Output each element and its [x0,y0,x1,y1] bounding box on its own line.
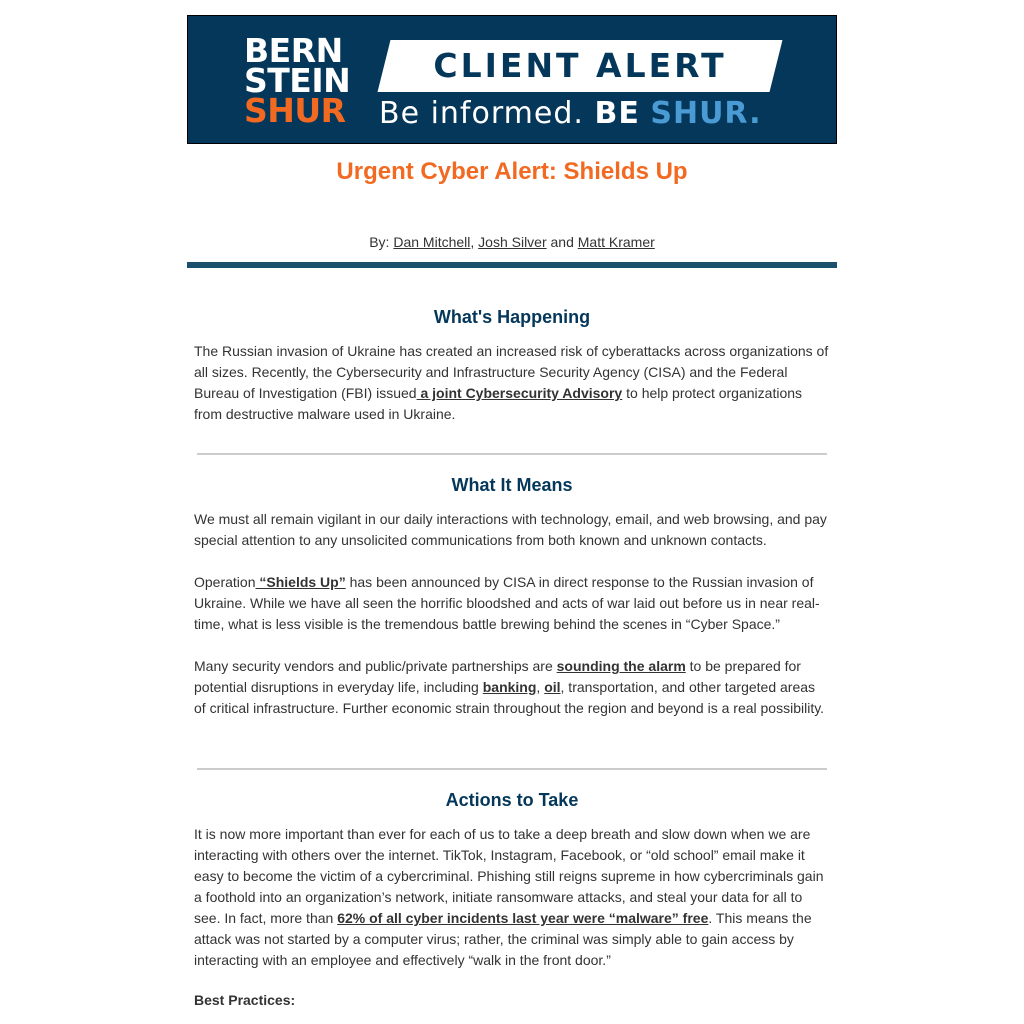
section-paragraph [194,572,830,635]
byline-separator: , [470,234,479,250]
malware-free-statistic-link[interactable]: 62% of all cyber incidents last year were “malware” free [337,910,709,926]
paragraph-text: The Russian invasion of Ukraine has created an increased risk of cyberattacks across organizations of all sizes. Recently, the Cybersecurity and Infrastructure Security Agency (CISA) and the Federal Bureau of Investigation (FBI) issued [194,343,829,401]
oil-link[interactable]: oil [544,679,561,695]
paragraph-text: to be prepared for potential disruptions in everyday life, including [194,658,801,695]
bernstein-shur-logo [244,31,351,130]
tagline-shur: SHUR. [650,96,762,131]
section-divider [197,453,827,455]
author-link-matt-kramer[interactable]: Matt Kramer [577,234,655,250]
client-alert-label: CLIENT ALERT [433,46,727,85]
paragraph-text: has been announced by CISA in direct response to the Russian invasion of Ukraine. While we have all seen the horrific bloodshed and acts of war laid out before us in near real-time, what is less visible is the tremendous battle brewing behind the scenes in “Cyber Space.” [194,574,820,632]
logo-line-shur: SHUR [244,91,346,130]
section-divider [197,768,827,770]
section-paragraph [194,341,830,425]
section-heading: Actions to Take [445,790,579,810]
banking-link[interactable]: banking [482,679,537,695]
section-heading: What It Means [451,475,573,495]
paragraph-text: It is now more important than ever for each of us to take a deep breath and slow down when we are interacting with others over the internet. TikTok, Instagram, Facebook, or “old school” email make it easy to become the victim of a cybercriminal. Phishing still reigns supreme in how cybercriminals gain a foothold into an organization’s network, initiate ransomware attacks, and steal your data for all to see. In fact, more than [194,826,824,926]
byline-separator: and [546,234,578,250]
tagline [379,96,762,131]
paragraph-text: , transportation, and other targeted areas of critical infrastructure. Further economic strain throughout the region and beyond is a real possibility. [194,679,825,716]
author-link-josh-silver[interactable]: Josh Silver [478,234,547,250]
best-practices-heading: Best Practices: [194,992,296,1008]
byline [187,234,837,250]
paragraph-text: Operation [194,574,256,590]
section-actions-to-take [194,790,830,1008]
paragraph-text: . This means the attack was not started by a computer virus; rather, the criminal was simply able to gain access by interacting with an employee and effectively “walk in the front door.” [194,910,812,968]
client-alert-banner [187,15,837,144]
author-link-dan-mitchell[interactable]: Dan Mitchell [393,234,471,250]
paragraph-text: to help protect organizations from destructive malware used in Ukraine. [194,385,803,422]
paragraph-text: Many security vendors and public/private partnerships are [194,658,557,674]
logo-line-bern: BERN [244,31,343,70]
tagline-be: BE [594,96,640,131]
section-paragraph: We must all remain vigilant in our daily interactions with technology, email, and web browsing, and pay special attention to any unsolicited communications from both known and unknown contacts. [194,511,827,548]
joint-advisory-link[interactable]: a joint Cybersecurity Advisory [416,385,623,401]
section-heading: What's Happening [433,307,591,327]
section-paragraph [194,656,830,719]
shields-up-link[interactable]: “Shields Up” [255,574,346,590]
alert-title: Urgent Cyber Alert: Shields Up [336,158,688,185]
email-container [187,15,837,1008]
section-paragraph [194,824,830,971]
sounding-the-alarm-link[interactable]: sounding the alarm [556,658,686,674]
byline-prefix: By: [369,234,394,250]
tagline-prefix: Be informed. [379,96,584,131]
logo-line-stein: STEIN [244,61,351,100]
header-divider [187,262,837,268]
section-whats-happening [194,307,830,425]
section-what-it-means [194,475,830,719]
paragraph-text: , [536,679,545,695]
